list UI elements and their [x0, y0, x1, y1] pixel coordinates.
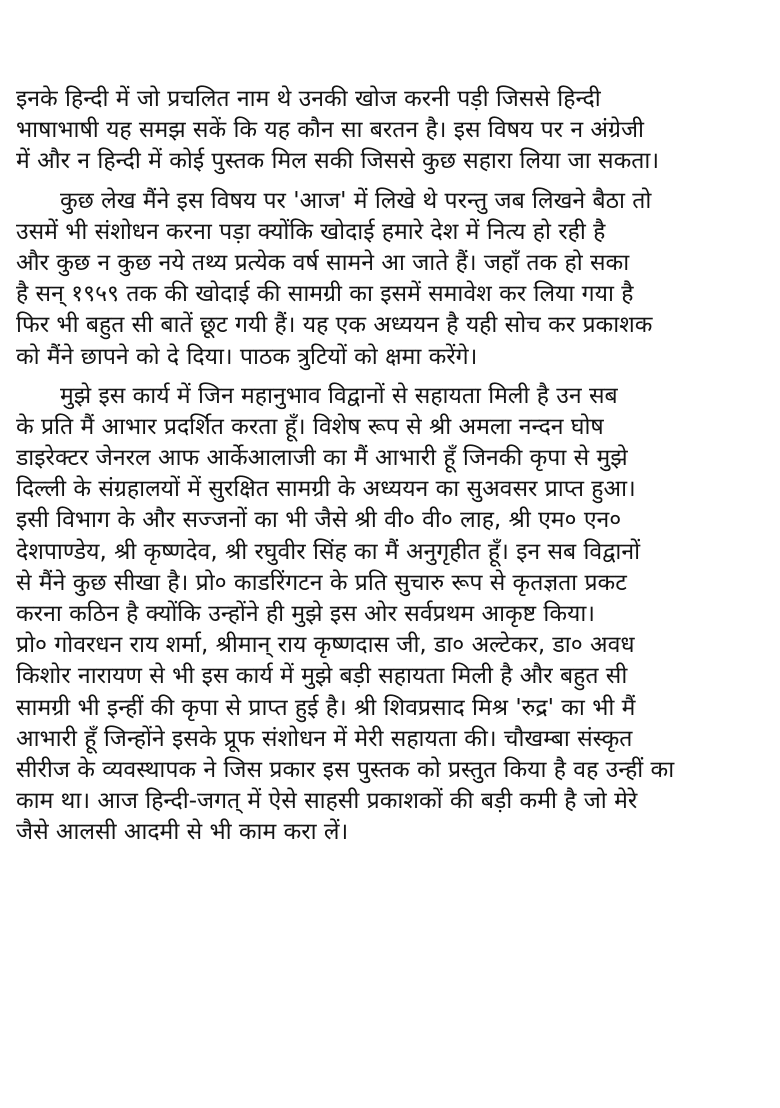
text-line: को मैंने छापने को दे दिया। पाठक त्रुटियों को क्षमा करेंगे। — [16, 343, 478, 370]
text-line: काम था। आज हिन्दी-जगत् में ऐसे साहसी प्रकाशकों की बड़ी कमी है जो मेरे — [16, 788, 638, 815]
paragraph-1 — [16, 84, 772, 178]
paragraph-2 — [16, 186, 772, 373]
text-line: और कुछ न कुछ नये तथ्य प्रत्येक वर्ष सामने आ जाते हैं। जहाँ तक हो सका — [16, 249, 630, 276]
text-line: फिर भी बहुत सी बातें छूट गयी हैं। यह एक अध्ययन है यही सोच कर प्रकाशक — [16, 312, 653, 339]
text-line: कुछ लेख मैंने इस विषय पर 'आज' में लिखे थे परन्तु जब लिखने बैठा तो — [60, 187, 652, 214]
text-line: प्रो० गोवरधन राय शर्मा, श्रीमान् राय कृष्णदास जी, डा० अल्टेकर, डा० अवध — [16, 632, 635, 659]
document-page — [16, 84, 772, 857]
text-line: सामग्री भी इन्हीं की कृपा से प्राप्त हुई है। श्री शिवप्रसाद मिश्र 'रुद्र' का भी मैं — [16, 694, 636, 721]
text-line: दिल्ली के संग्रहालयों में सुरक्षित सामग्री के अध्ययन का सुअवसर प्राप्त हुआ। — [16, 476, 636, 503]
text-line: सीरीज के व्यवस्थापक ने जिस प्रकार इस पुस्तक को प्रस्तुत किया है वह उन्हीं का — [16, 756, 675, 783]
text-line: आभारी हूँ जिन्होंने इसके प्रूफ संशोधन में मेरी सहायता की। चौखम्बा संस्कृत — [16, 725, 633, 752]
text-line: भाषाभाषी यह समझ सकें कि यह कौन सा बरतन है। इस विषय पर न अंग्रेजी — [16, 117, 644, 144]
text-line: किशोर नारायण से भी इस कार्य में मुझे बड़ी सहायता मिली है और बहुत सी — [16, 663, 628, 690]
text-line: मुझे इस कार्य में जिन महानुभाव विद्वानों से सहायता मिली है उन सब — [60, 382, 618, 409]
text-line: करना कठिन है क्योंकि उन्होंने ही मुझे इस ओर सर्वप्रथम आकृष्ट किया। — [16, 601, 596, 627]
text-line: इनके हिन्दी में जो प्रचलित नाम थे उनकी खोज करनी पड़ी जिससे हिन्दी — [16, 86, 601, 112]
text-line: के प्रति मैं आभार प्रदर्शित करता हूँ। विशेष रूप से श्री अमला नन्दन घोष — [16, 413, 604, 440]
text-line: उसमें भी संशोधन करना पड़ा क्योंकि खोदाई हमारे देश में नित्य हो रही है — [16, 218, 606, 245]
text-line: देशपाण्डेय, श्री कृष्णदेव, श्री रघुवीर सिंह का मैं अनुगृहीत हूँ। इन सब विद्वानों — [16, 538, 641, 565]
text-line: से मैंने कुछ सीखा है। प्रो० काडरिंगटन के प्रति सुचारु रूप से कृतज्ञता प्रकट — [16, 569, 627, 596]
text-line: इसी विभाग के और सज्जनों का भी जैसे श्री वी० वी० लाह, श्री एम० एन० — [16, 507, 622, 534]
paragraph-3 — [16, 381, 772, 849]
text-line: डाइरेक्टर जेनरल आफ आर्केआलाजी का मैं आभारी हूँ जिनकी कृपा से मुझे — [16, 445, 628, 472]
text-line: जैसे आलसी आदमी से भी काम करा लें। — [16, 819, 349, 846]
text-line: है सन् १९५९ तक की खोदाई की सामग्री का इसमें समावेश कर लिया गया है — [16, 281, 634, 308]
text-line: में और न हिन्दी में कोई पुस्तक मिल सकी जिससे कुछ सहारा लिया जा सकता। — [16, 148, 660, 175]
